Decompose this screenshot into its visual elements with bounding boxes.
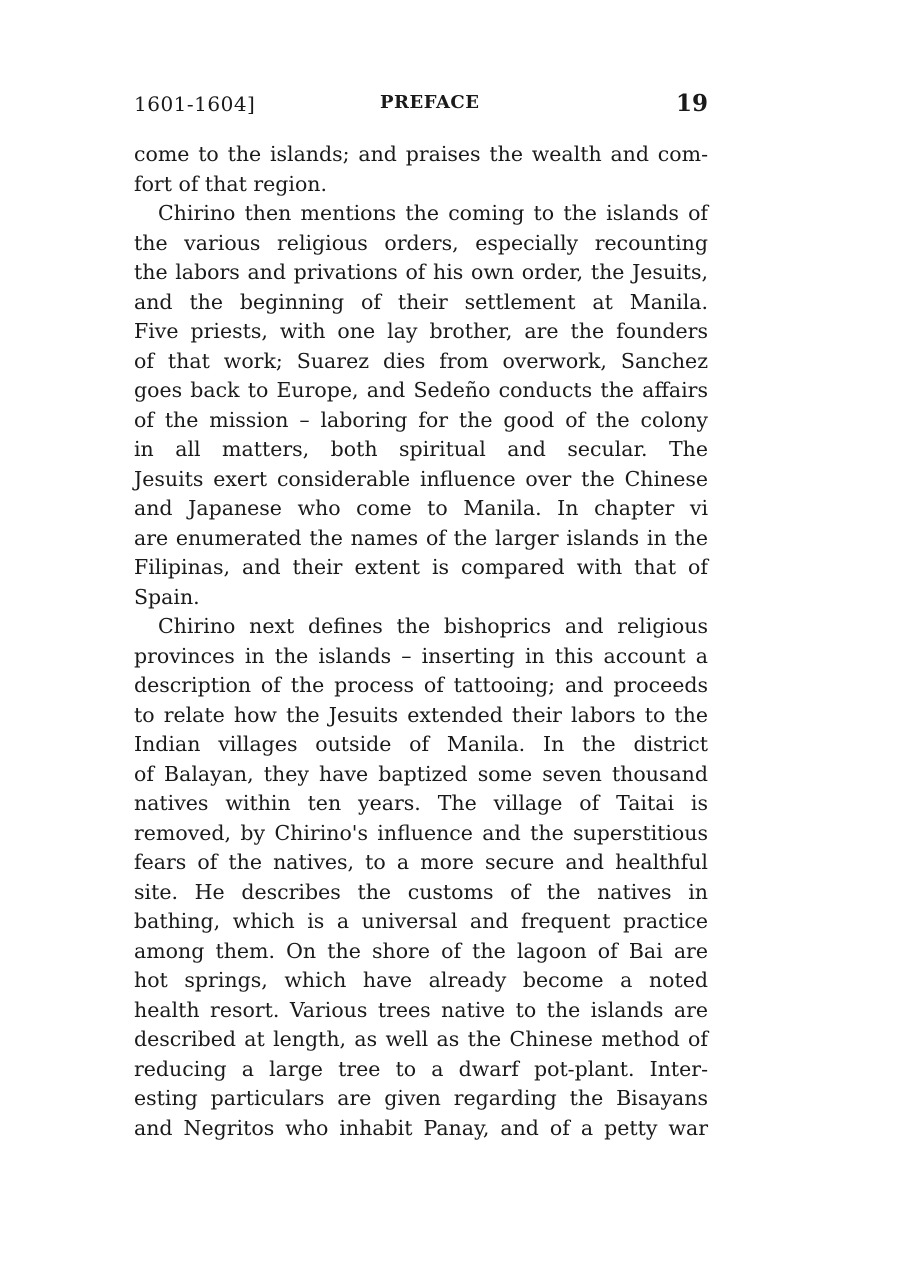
text-line: of Balayan, they have baptized some seven thousand: [134, 761, 708, 786]
text-line: natives within ten years. The village of Taitai is: [134, 791, 708, 815]
date-range-header: 1601-1604]: [134, 92, 256, 116]
text-line: Jesuits exert considerable influence over the Chinese: [134, 466, 708, 491]
text-line: and Japanese who come to Manila. In chapter vi: [134, 496, 708, 520]
text-line: Indian villages outside of Manila. In the district: [134, 732, 708, 756]
text-line: Spain.: [134, 584, 200, 609]
text-line: the various religious orders, especially recounting: [134, 230, 708, 255]
text-line: Chirino next defines the bishoprics and religious: [158, 614, 708, 638]
text-line: site. He describes the customs of the natives in: [134, 879, 708, 904]
text-line: description of the process of tattooing; and proceeds: [134, 673, 708, 697]
text-line: Filipinas, and their extent is compared with that of: [134, 555, 708, 579]
text-line: are enumerated the names of the larger islands in the: [134, 525, 708, 550]
text-line: among them. On the shore of the lagoon of Bai are: [134, 938, 708, 963]
text-line: reducing a large tree to a dwarf pot-plant. Inter-: [134, 1056, 708, 1081]
text-line: fort of that region.: [134, 171, 328, 196]
text-line: to relate how the Jesuits extended their labors to the: [134, 702, 708, 727]
running-head: [134, 92, 708, 120]
text-line: bathing, which is a universal and frequent practice: [134, 909, 708, 933]
text-line: goes back to Europe, and Sedeño conducts the affairs: [134, 378, 708, 402]
text-line: removed, by Chirino's influence and the superstitious: [134, 820, 708, 845]
text-line: hot springs, which have already become a noted: [134, 968, 708, 992]
text-line: described at length, as well as the Chinese method of: [134, 1027, 708, 1051]
body-text: [134, 140, 708, 1143]
text-line: and the beginning of their settlement at Manila.: [134, 289, 708, 314]
text-line: fears of the natives, to a more secure and healthful: [134, 850, 708, 874]
text-line: of the mission – laboring for the good of the colony: [134, 407, 708, 432]
text-line: and Negritos who inhabit Panay, and of a petty war: [134, 1115, 708, 1140]
section-title: PREFACE: [380, 92, 480, 113]
page-number: 19: [675, 90, 708, 117]
text-line: Five priests, with one lay brother, are the founders: [134, 319, 708, 343]
text-line: the labors and privations of his own order, the Jesuits,: [134, 260, 708, 284]
text-line: provinces in the islands – inserting in this account a: [134, 643, 708, 668]
text-line: health resort. Various trees native to the islands are: [134, 997, 708, 1022]
text-line: in all matters, both spiritual and secular. The: [134, 437, 708, 461]
text-line: of that work; Suarez dies from overwork, Sanchez: [134, 348, 708, 373]
text-line: esting particulars are given regarding the Bisayans: [134, 1086, 708, 1110]
text-line: Chirino then mentions the coming to the islands of: [158, 201, 708, 225]
text-line: come to the islands; and praises the wealth and com-: [134, 142, 708, 166]
